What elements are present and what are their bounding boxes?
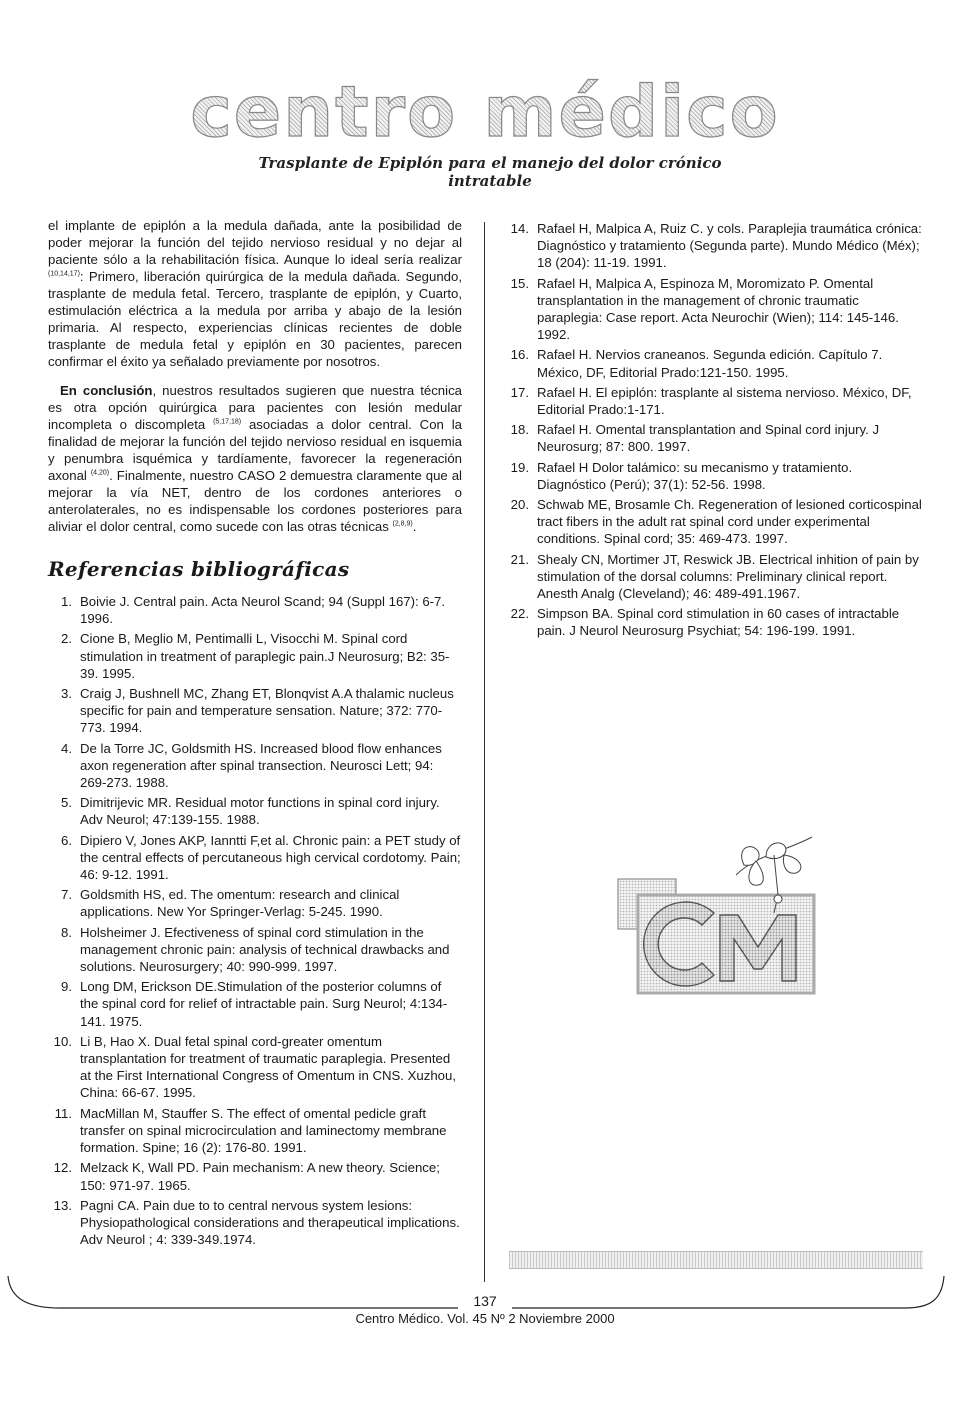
left-column bbox=[48, 217, 462, 1251]
reference-item: 12. Melzack K, Wall PD. Pain mechanism: A new theory. Science; 150: 971-97. 1965. bbox=[53, 1160, 440, 1193]
body-paragraph-1: el implante de epiplón a la medula dañada, ante la posibilidad de poder mejorar la función del tejido nervioso residual y no dejar al paciente sólo a la rehabilitación física. Aunque lo ideal sería realizar $^{(10,14,17)}$: Primero, liberación quirúrgica de la medula dañada. Segundo, trasplante de medula fetal. Tercero, trasplante de epiplón, y Cuarto, estimulación eléctrica a la medula por arriba y abajo de la lesión primaria. Al respecto, experiencias clínicas recientes de doble trasplante de medula fetal y epiplón en 30 pacientes, parecen confirmar el éxito ya señalado previamente por nosotros. bbox=[48, 218, 462, 369]
reference-item: 6. Dipiero V, Jones AKP, Ianntti F,et al. Chronic pain: a PET study of the central effects of percutaneous high cervical cordotomy. Pain; 46: 9-12. 1991. bbox=[61, 832, 461, 883]
page-number: 137 bbox=[473, 1293, 497, 1309]
reference-item: 2. Cione B, Meglio M, Pentimalli L, Visocchi M. Spinal cord stimulation in treatment of paraplegic pain.J Neurosurg; B2: 35-39. 1995. bbox=[61, 631, 450, 681]
reference-item: 21. Shealy CN, Mortimer JT, Reswick JB. Electrical inhition of pain by stimulation of the dorsal columns: Preliminary clinical report. Anesth Analg (Cleveland); 46: 489-491.1967. bbox=[510, 551, 919, 602]
references-heading: Referencias bibliográficas bbox=[48, 557, 350, 581]
citation-superscript: (5,17,18) bbox=[213, 418, 242, 426]
reference-item: 19. Rafael H Dolor talámico: su mecanismo y tratamiento. Diagnóstico (Perú); 37(1): 52-56. 1998. bbox=[510, 459, 853, 492]
reference-item: 18. Rafael H. Omental transplantation and Spinal cord injury. J Neurosurg; 87: 800. 1997. bbox=[510, 422, 880, 455]
citation-superscript: (2,8,9) bbox=[392, 520, 413, 528]
reference-item: 11. MacMillan M, Stauffer S. The effect of omental pedicle graft transfer on spinal microcirculation and laminectomy membrane formation. Spine; 16 (2): 176-80. 1991. bbox=[54, 1105, 447, 1156]
journal-brand: centro médico bbox=[0, 74, 970, 150]
body-paragraph-conclusion: En conclusión, nuestros resultados sugieren que nuestra técnica es otra opción quirúrgica para pacientes con lesión medular incompleta o discompleta $^{(5,17,18)}$ asociadas a dolor central. Con la finalidad de mejorar la función del tejido nervioso residual en isquemia y penumbra isquémica y tardíamente, favorecer la regeneración axonal $^{(4,20)}$. Finalmente, nuestro CASO 2 demuestra claramente que al mejorar la vía NET, dentro de los cordones anteriores o anterolaterales, no es indispensable los cordones posteriores para aliviar el dolor central, como sucede con las otras técnicas $^{(2,8,9)}$. bbox=[48, 383, 463, 534]
right-column bbox=[505, 220, 923, 643]
citation-superscript: (4,20) bbox=[90, 469, 110, 477]
reference-item: 7. Goldsmith HS, ed. The omentum: research and clinical applications. New Yor Springer-Verlag: 5-245. 1990. bbox=[61, 887, 400, 920]
footer-citation: Centro Médico. Vol. 45 Nº 2 Noviembre 2000 bbox=[355, 1311, 615, 1326]
reference-list-left bbox=[48, 593, 462, 1248]
column-divider bbox=[484, 222, 485, 1282]
citation-superscript: (10,14,17) bbox=[48, 270, 80, 278]
cm-logo bbox=[616, 835, 816, 995]
reference-item: 16. Rafael H. Nervios craneanos. Segunda edición. Capítulo 7. México, DF, Editorial Prado:121-150. 1995. bbox=[510, 347, 883, 380]
reference-item: 17. Rafael H. El epiplón: trasplante al sistema nervioso. México, DF, Editorial Prado:1-171. bbox=[510, 384, 912, 418]
article-running-title: Trasplante de Epiplón para el manejo del dolor crónico intratable bbox=[258, 154, 722, 190]
reference-item: 20. Schwab ME, Brosamle Ch. Regeneration of lesioned corticospinal tract fibers in the adult rat spinal cord under experimental conditions. Spinal cord; 35: 469-473. 1997. bbox=[510, 497, 922, 547]
reference-item: 14. Rafael H, Malpica A, Ruiz C. y cols. Paraplejia traumática crónica: Diagnóstico y tratamiento (Segunda parte). Mundo Médico (Méx); 18 (204): 11-19. 1991. bbox=[510, 221, 922, 271]
reference-list-right bbox=[505, 220, 923, 640]
reference-item: 22. Simpson BA. Spinal cord stimulation in 60 cases of intractable pain. J Neurol Neurosurg Psychiat; 54: 196-199. 1991. bbox=[510, 606, 900, 639]
reference-item: 8. Holsheimer J. Efectiveness of spinal cord stimulation in the management chronic pain: analysis of technical drawbacks and solutions. Neurosurgery; 40: 990-999. 1997. bbox=[61, 924, 450, 975]
decorative-bottom-bar bbox=[509, 1251, 923, 1269]
reference-item: 4. De la Torre JC, Goldsmith HS. Increased blood flow enhances axon regeneration after spinal transection. Neurosci Lett; 94: 269-273. 1988. bbox=[61, 740, 442, 791]
reference-item: 5. Dimitrijevic MR. Residual motor functions in spinal cord injury. Adv Neurol; 47:139-155. 1988. bbox=[61, 795, 440, 828]
reference-item: 13. Pagni CA. Pain due to to central nervous system lesions: Physiopathological considerations and therapeutical implications. Adv Neurol ; 4: 339-349.1974. bbox=[53, 1197, 460, 1248]
reference-item: 1. Boivie J. Central pain. Acta Neurol Scand; 94 (Suppl 167): 6-7. 1996. bbox=[61, 594, 446, 627]
reference-item: 15. Rafael H, Malpica A, Espinoza M, Moromizato P. Omental transplantation in the management of chronic traumatic paraplegia: Case report. Acta Neurochir (Wien); 114: 145-146. 1992. bbox=[510, 275, 899, 343]
reference-item: 3. Craig J, Bushnell MC, Zhang ET, Blonqvist A.A thalamic nucleus specific for pain and temperature sensation. Nature; 372: 770-773. 1994. bbox=[61, 686, 454, 736]
masthead bbox=[0, 71, 970, 153]
reference-item: 9. Long DM, Erickson DE.Stimulation of the posterior columns of the spinal cord for relief of intractable pain. Surg Neurol; 4:134-141. 1975. bbox=[61, 979, 448, 1029]
reference-item: 10. Li B, Hao X. Dual fetal spinal cord-greater omentum transplantation for treatment of traumatic paraplegia. Presented at the First International Congress of Omentum in CNS. Xuzhou, China: 66-67. 1995. bbox=[53, 1033, 457, 1101]
conclusion-lead: En conclusión bbox=[60, 383, 153, 398]
